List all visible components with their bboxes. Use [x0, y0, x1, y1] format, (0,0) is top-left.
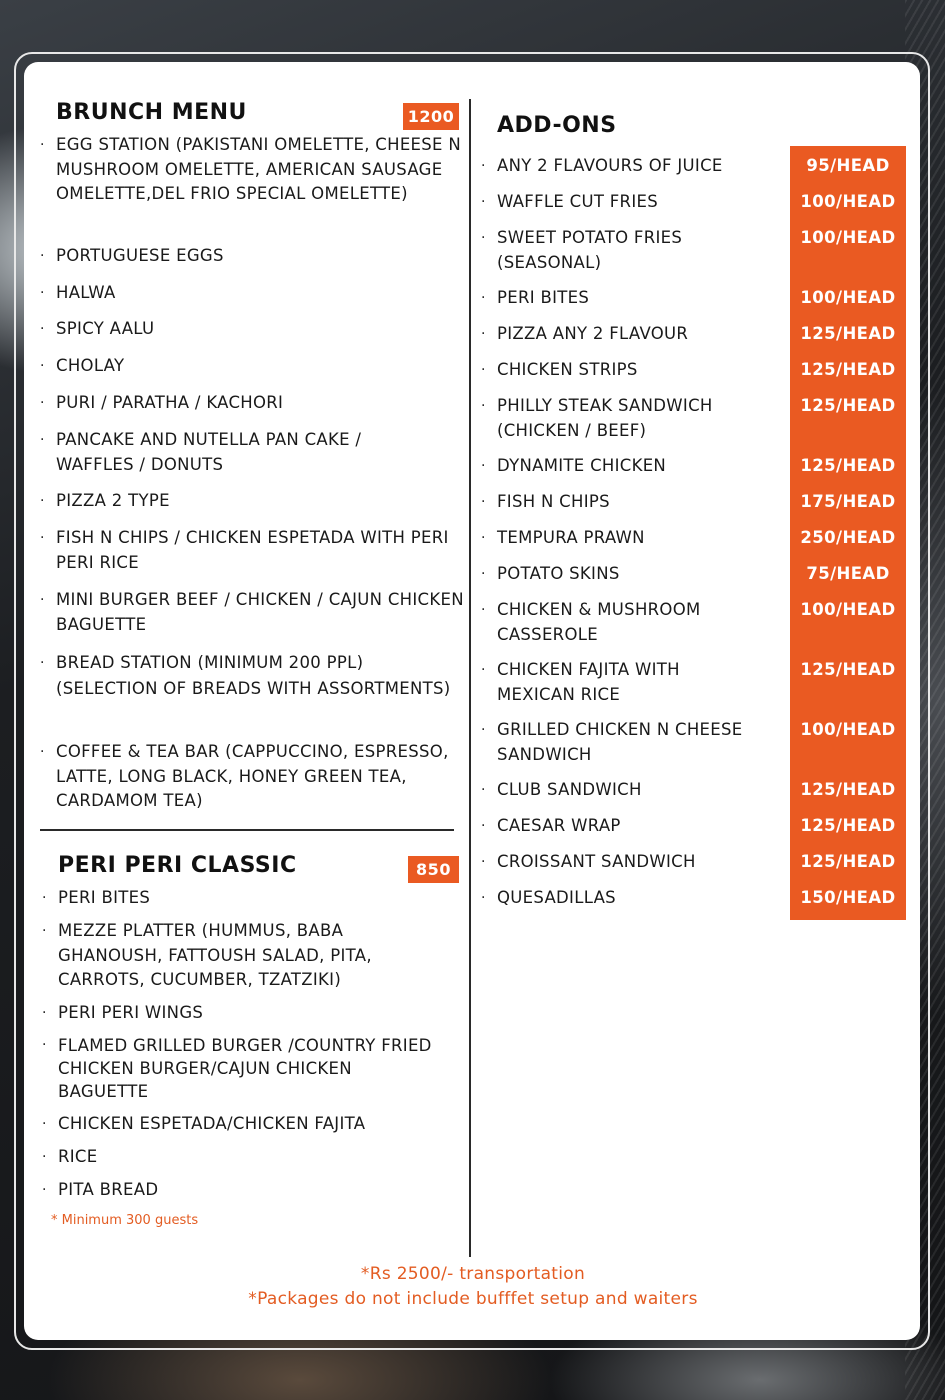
packages-note: *Packages do not include bufffet setup and waiters	[248, 1289, 698, 1309]
peri-item: · CHICKEN ESPETADA/CHICKEN FAJITA	[42, 1114, 366, 1133]
addon-item: · FISH N CHIPS	[481, 492, 610, 511]
addon-item: · WAFFLE CUT FRIES	[481, 192, 658, 211]
brunch-menu-price-badge: 1200	[403, 103, 459, 130]
addon-price: 125/HEAD	[800, 396, 896, 415]
addon-price: 125/HEAD	[800, 324, 896, 343]
addon-item: · PHILLY STEAK SANDWICH (CHICKEN / BEEF)	[481, 396, 713, 440]
addon-item: · PERI BITES	[481, 288, 590, 307]
brunch-item: · HALWA	[40, 283, 116, 302]
brunch-menu-title: BRUNCH MENU	[56, 100, 247, 125]
brunch-item: · BREAD STATION (MINIMUM 200 PPL) (SELECTION OF BREADS WITH ASSORTMENTS)	[40, 653, 451, 698]
addon-price: 125/HEAD	[800, 852, 896, 871]
addon-price: 100/HEAD	[800, 228, 896, 247]
peri-item: · FLAMED GRILLED BURGER /COUNTRY FRIED CHICKEN BURGER/CAJUN CHICKEN BAGUETTE	[42, 1036, 432, 1101]
section-divider	[40, 829, 454, 831]
peri-item: · PERI BITES	[42, 888, 151, 907]
brunch-item: · PIZZA 2 TYPE	[40, 491, 170, 510]
addon-item: · CLUB SANDWICH	[481, 780, 642, 799]
peri-classic-price-badge: 850	[408, 856, 459, 883]
peri-item: · PERI PERI WINGS	[42, 1003, 204, 1022]
addon-item: · TEMPURA PRAWN	[481, 528, 645, 547]
peri-classic-title: PERI PERI CLASSIC	[58, 853, 297, 878]
addon-item: · CHICKEN STRIPS	[481, 360, 638, 379]
addon-item: · QUESADILLAS	[481, 888, 616, 907]
addon-price: 100/HEAD	[800, 192, 896, 211]
addon-price: 250/HEAD	[800, 528, 896, 547]
brunch-item: · EGG STATION (PAKISTANI OMELETTE, CHEESE N MUSHROOM OMELETTE, AMERICAN SAUSAGE OMELETTE,DEL FRIO SPECIAL OMELETTE)	[40, 135, 461, 203]
brunch-item: · CHOLAY	[40, 356, 125, 375]
addon-price: 125/HEAD	[800, 780, 896, 799]
addon-item: · PIZZA ANY 2 FLAVOUR	[481, 324, 689, 343]
addon-item: · CAESAR WRAP	[481, 816, 621, 835]
addon-price: 150/HEAD	[800, 888, 896, 907]
addon-price: 175/HEAD	[800, 492, 896, 511]
addon-price: 75/HEAD	[806, 564, 890, 583]
brunch-item: · PURI / PARATHA / KACHORI	[40, 393, 284, 412]
peri-item: · MEZZE PLATTER (HUMMUS, BABA GHANOUSH, FATTOUSH SALAD, PITA, CARROTS, CUCUMBER, TZATZIKI)	[42, 921, 372, 989]
brunch-item: · PORTUGUESE EGGS	[40, 246, 224, 265]
addon-item: · DYNAMITE CHICKEN	[481, 456, 667, 475]
addon-price: 125/HEAD	[800, 816, 896, 835]
addon-item: · GRILLED CHICKEN N CHEESE SANDWICH	[481, 720, 743, 764]
addon-price: 125/HEAD	[800, 360, 896, 379]
brunch-item: · PANCAKE AND NUTELLA PAN CAKE / WAFFLES / DONUTS	[40, 430, 362, 474]
peri-item: · PITA BREAD	[42, 1180, 159, 1199]
addon-price: 100/HEAD	[800, 720, 896, 739]
brunch-item: · COFFEE & TEA BAR (CAPPUCCINO, ESPRESSO, LATTE, LONG BLACK, HONEY GREEN TEA, CARDAMOM TEA)	[40, 742, 449, 810]
addon-price: 95/HEAD	[806, 156, 890, 175]
addon-price: 100/HEAD	[800, 288, 896, 307]
addon-item: · SWEET POTATO FRIES (SEASONAL)	[481, 228, 683, 272]
transportation-note: *Rs 2500/- transportation	[360, 1264, 586, 1284]
addon-price: 100/HEAD	[800, 600, 896, 619]
addon-item: · ANY 2 FLAVOURS OF JUICE	[481, 156, 723, 175]
minimum-guests-note: * Minimum 300 guests	[51, 1213, 199, 1228]
addon-item: · POTATO SKINS	[481, 564, 620, 583]
peri-item: · RICE	[42, 1147, 98, 1166]
column-divider	[469, 99, 471, 1257]
brunch-item: · MINI BURGER BEEF / CHICKEN / CAJUN CHICKEN BAGUETTE	[40, 590, 464, 634]
addon-item: · CROISSANT SANDWICH	[481, 852, 696, 871]
brunch-item: · FISH N CHIPS / CHICKEN ESPETADA WITH PERI PERI RICE	[40, 528, 449, 572]
brunch-item: · SPICY AALU	[40, 319, 155, 338]
addon-item: · CHICKEN FAJITA WITH MEXICAN RICE	[481, 660, 680, 704]
addons-title: ADD-ONS	[497, 113, 617, 138]
addon-item: · CHICKEN & MUSHROOM CASSEROLE	[481, 600, 701, 644]
addon-price: 125/HEAD	[800, 456, 896, 475]
addon-price: 125/HEAD	[800, 660, 896, 679]
